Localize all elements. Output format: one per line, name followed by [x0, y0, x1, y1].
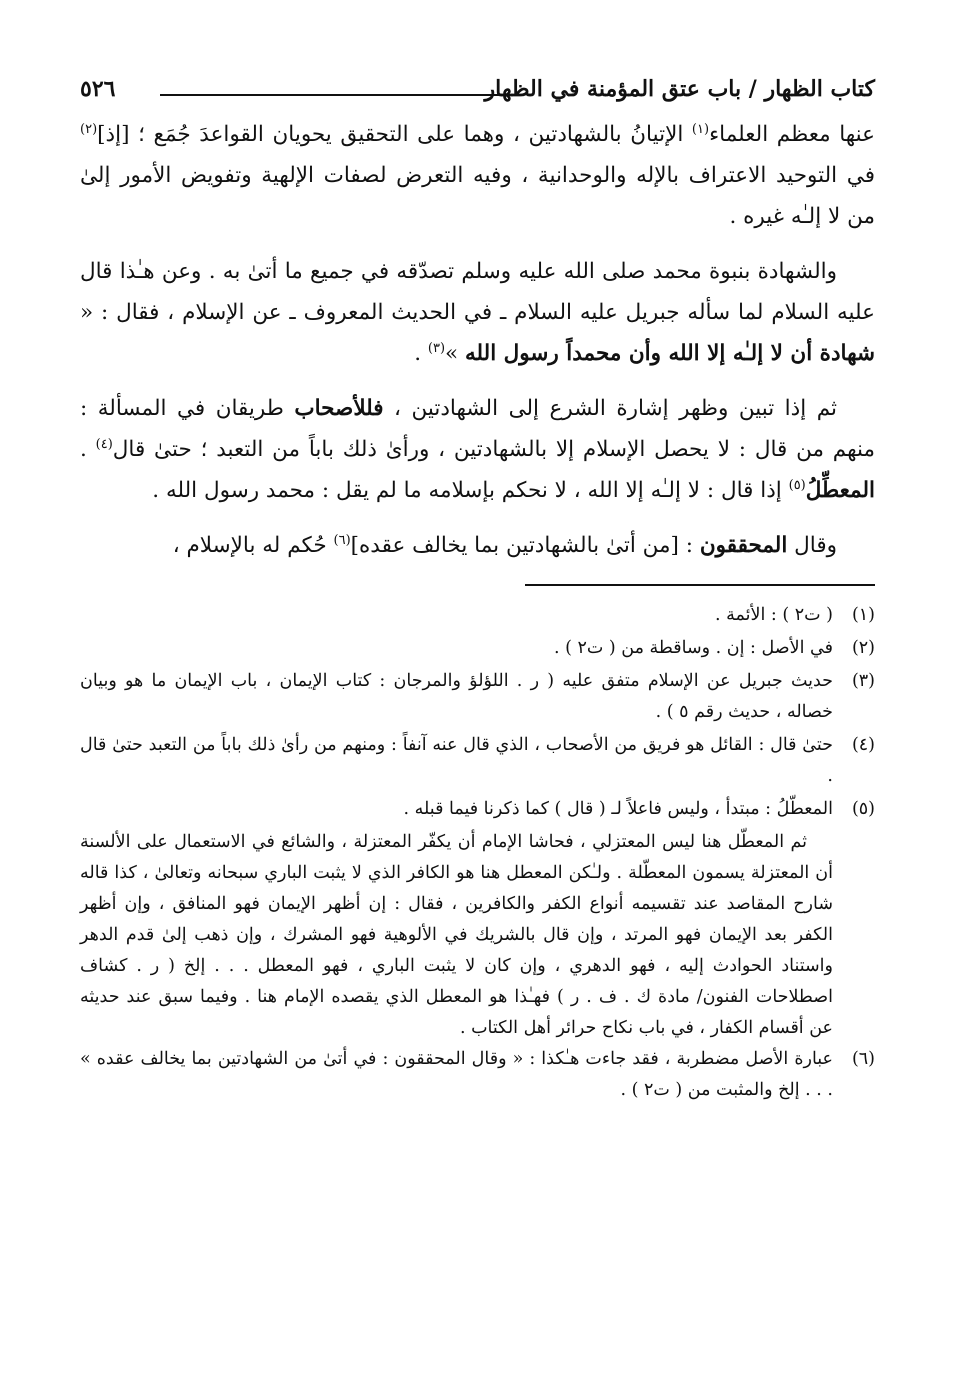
text-run: : [من أتىٰ بالشهادتين بما يخالف عقده] — [350, 533, 700, 558]
footnote-number: (٥) — [851, 799, 875, 819]
text-run: حُكم له بالإسلام ، — [172, 533, 334, 558]
footnote-ref-4[interactable]: (٤) — [95, 436, 113, 452]
document-page — [80, 70, 875, 1108]
footnote-text: حتىٰ قال : القائل هو فريق من الأصحاب ، الذي قال عنه آنفاً : ومنهم من رأىٰ ذلك باباً من التعبد حتىٰ قال . — [80, 735, 833, 786]
keyword-bold: المعطِّلُ — [805, 478, 875, 503]
footnote-text: المعطّلُ : مبتدأ ، وليس فاعلاً لـ ( قال ) كما ذكرنا فيما قبله . — [403, 799, 833, 819]
text-run: . — [80, 437, 96, 462]
footnote-text: حديث جبريل عن الإسلام متفق عليه ( ر . اللؤلؤ والمرجان : كتاب الإيمان ، باب الإيمان ما هو وبيان خصاله ، حديث رقم ٥ ) . — [80, 671, 833, 722]
footnote-6 — [80, 1044, 875, 1106]
running-title: كتاب الظهار / باب عتق المؤمنة في الظهار — [484, 76, 875, 102]
footnote-number: (١) — [851, 605, 875, 625]
footnote-5-continuation: ثم المعطّل هنا ليس المعتزلي ، فحاشا الإمام أن يكفّر المعتزلة ، والشائع في الاستعمال على الألسنة أن المعتزلة يسمون المعطّلة . ولـٰكن المعطل هنا هو الكافر الذي لا يثبت الباري سبحانه وتعالىٰ ، كذا قاله شارح المقاصد عند تقسيمه أنواع الكفر والكافرين ، فقال : إن أظهر الإيمان فهو المنافق ، وإن أظهر الكفر بعد الإيمان فهو المرتد ، وإن قال بالشريك في الألوهية فهو المشرك ، وإن ذهب إلىٰ قدم الدهر واستناد الحوادث إليه ، فهو الدهري ، وإن كان لا يثبت الباري ، فهو المعطل . . . إلخ ( ر . كشاف اصطلاحات الفنون/ مادة ك . ف . ر ) فهـٰذا هو المعطل الذي يقصده الإمام هنا . وفيما سبق عند حديثه عن أقسام الكفار ، في باب نكاح حرائر أهل الكتاب . — [80, 832, 833, 1038]
footnote-number: (٦) — [851, 1049, 875, 1069]
footnote-5 — [80, 794, 875, 825]
text-run: » — [445, 341, 466, 366]
main-text — [80, 114, 875, 566]
text-run: إذا قال : لا إلـٰه إلا الله ، لا نحكم بإسلامه ما لم يقل : محمد رسول الله . — [152, 478, 789, 503]
text-run: الإتيانُ بالشهادتين ، وهما على التحقيق يحويان القواعدَ جُمَع ؛ [إذ] — [97, 122, 692, 147]
text-run: ثم إذا تبين وظهر إشارة الشرع إلى الشهادتين ، — [383, 396, 837, 421]
footnote-text: في الأصل : إن . وساقطة من ( ت٢ ) . — [553, 638, 833, 658]
footnote-ref-1[interactable]: (١) — [691, 121, 710, 137]
footnote-text: ( ت٢ ) : الأئمة . — [714, 605, 833, 625]
page-number: ٥٢٦ — [80, 76, 116, 102]
footnote-text: عبارة الأصل مضطربة ، فقد جاءت هـٰكذا : « وقال المحققون : في أتىٰ من الشهادتين بما يخالف عقده » . . . إلخ والمثبت من ( ت٢ ) . — [80, 1049, 833, 1100]
footnote-separator — [525, 584, 875, 586]
text-run: في التوحيد الاعتراف بالإله والوحدانية ، وفيه التعرض لصفات الإلهية وتفويض الأمور إلىٰ من لا إلـٰه غيره . — [80, 163, 875, 229]
text-run: . — [414, 341, 428, 366]
footnote-4 — [80, 730, 875, 792]
paragraph-2 — [80, 251, 875, 374]
footnote-ref-2[interactable]: (٢) — [80, 121, 98, 137]
text-run: والشهادة بنبوة محمد صلى الله عليه وسلم تصدّقه في جميع ما أتىٰ به . وعن هـٰذا قال عليه السلام لما سأله جبريل عليه السلام ـ في الحديث المعروف ـ عن الإسلام ، فقال : « — [80, 259, 875, 325]
footnotes — [80, 600, 875, 1106]
text-run: عنها معظم العلماء — [709, 122, 875, 147]
text-run: طريقان في المسألة : منهم من قال : لا يحصل الإسلام إلا بالشهادتين ، ورأىٰ ذلك باباً من التعبد ؛ حتىٰ قال — [80, 396, 876, 462]
footnote-ref-5[interactable]: (٥) — [788, 477, 806, 493]
keyword-bold: فللأصحاب — [294, 396, 384, 421]
footnote-3 — [80, 666, 875, 728]
paragraph-4 — [80, 525, 875, 566]
footnote-number: (٣) — [851, 671, 875, 691]
footnote-number: (٤) — [851, 735, 875, 755]
footnote-ref-3[interactable]: (٣) — [427, 340, 446, 356]
footnote-number: (٢) — [851, 638, 875, 658]
footnote-ref-6[interactable]: (٦) — [333, 532, 351, 548]
keyword-bold: المحققون — [699, 533, 788, 558]
hadith-quote: شهادة أن لا إلـٰه إلا الله وأن محمداً رسول الله — [465, 341, 875, 366]
paragraph-3 — [80, 388, 875, 511]
footnote-2 — [80, 633, 875, 664]
paragraph-1 — [80, 114, 875, 237]
header-rule — [160, 94, 505, 96]
text-run: وقال — [787, 533, 837, 558]
footnote-1 — [80, 600, 875, 631]
running-header — [80, 70, 875, 114]
